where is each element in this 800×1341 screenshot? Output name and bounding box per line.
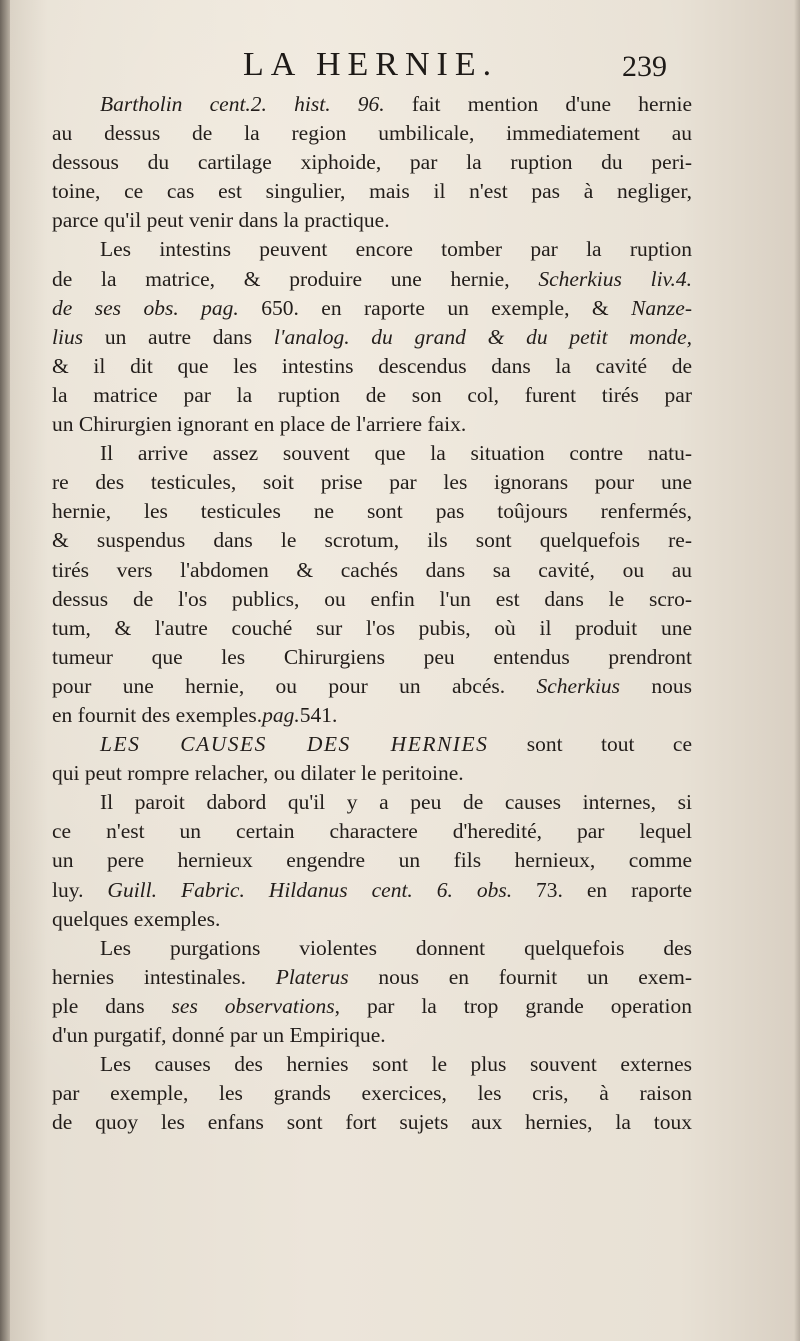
text-line [52, 585, 692, 614]
text-line [52, 614, 692, 643]
text-run: Les intestins peuvent encore tomber par la ruption [100, 237, 692, 262]
text-line [52, 526, 692, 555]
text-line [52, 323, 692, 352]
text-line [52, 119, 692, 148]
running-head: LA HERNIE. [243, 46, 499, 83]
text-run: ce n'est un certain charactere d'heredité, par lequel [52, 819, 692, 844]
text-run: 541. [299, 702, 338, 727]
text-run: hernies intestinales. [52, 964, 276, 989]
text-run: sont tout ce [488, 732, 692, 757]
text-run: nous [620, 673, 693, 698]
text-line [52, 963, 692, 992]
text-run: qui peut rompre relacher, ou dilater le peritoine. [52, 761, 464, 786]
text-line [52, 643, 692, 672]
text-run: Il paroit dabord qu'il y a peu de causes internes, si [100, 790, 692, 815]
text-line [52, 468, 692, 497]
text-line [52, 381, 692, 410]
text-run: pour une hernie, ou pour un abcés. [52, 673, 537, 698]
text-line [52, 992, 692, 1021]
italic-text: Guill. Fabric. Hildanus cent. 6. obs. [107, 877, 513, 902]
text-line [52, 265, 692, 294]
text-line [52, 352, 692, 381]
text-line [52, 90, 692, 119]
text-run: tumeur que les Chirurgiens peu entendus prendront [52, 644, 692, 669]
text-run: un Chirurgien ignorant en place de l'arriere faix. [52, 412, 467, 437]
text-run: un pere hernieux engendre un fils hernieux, comme [52, 848, 692, 873]
text-line [52, 905, 692, 934]
page-number: 239 [622, 50, 667, 83]
text-run: Les causes des hernies sont le plus souvent externes [100, 1052, 692, 1077]
text-run: par exemple, les grands exercices, les cris, à raison [52, 1081, 692, 1106]
text-run: re des testicules, soit prise par les ignorans pour une [52, 470, 692, 495]
italic-text: Platerus [275, 964, 349, 989]
text-body [52, 90, 692, 1137]
italic-text: l'analog. du grand & du petit monde, [273, 324, 692, 349]
text-run: tirés vers l'abdomen & cachés dans sa cavité, ou au [52, 557, 692, 582]
binding-edge [0, 0, 10, 1341]
text-run: parce qu'il peut venir dans la practique. [52, 208, 390, 233]
italic-text: ses observations [171, 993, 335, 1018]
text-line [52, 730, 692, 759]
text-line [52, 206, 692, 235]
text-line [52, 788, 692, 817]
text-run: ple dans [52, 993, 172, 1018]
text-line [52, 294, 692, 323]
text-line [52, 1108, 692, 1137]
italic-text: Nanze- [631, 295, 692, 320]
text-run: de quoy les enfans sont fort sujets aux hernies, la toux [52, 1110, 692, 1135]
text-run: Il arrive assez souvent que la situation contre natu- [100, 441, 692, 466]
text-run: nous en fournit un exem- [348, 964, 692, 989]
text-run: 650. en raporte un exemple, & [238, 295, 632, 320]
page-edge [794, 0, 800, 1341]
text-run: quelques exemples. [52, 906, 221, 931]
italic-text: Bartholin cent.2. hist. 96. [100, 92, 385, 116]
italic-text: pag. [262, 702, 300, 727]
text-line [52, 497, 692, 526]
italic-text: de ses obs. pag. [52, 295, 239, 320]
italic-text: Scherkius liv.4. [538, 266, 693, 291]
text-run: au dessus de la region umbilicale, immediatement au [52, 121, 692, 146]
italic-text: lius [52, 324, 84, 349]
text-run: tum, & l'autre couché sur l'os pubis, où il produit une [52, 615, 692, 640]
text-line [52, 556, 692, 585]
text-line [52, 235, 692, 264]
text-run: fait mention d'une hernie [384, 92, 692, 116]
text-run: un autre dans [83, 324, 274, 349]
text-line [52, 701, 692, 730]
text-line [52, 876, 692, 905]
text-run: dessous du cartilage xiphoide, par la ruption du peri- [52, 150, 692, 175]
text-line [52, 1050, 692, 1079]
text-line [52, 1021, 692, 1050]
text-line [52, 148, 692, 177]
italic-text: LES CAUSES DES HERNIES [100, 732, 489, 757]
text-run: toine, ce cas est singulier, mais il n'est pas à negliger, [52, 179, 692, 204]
page-header [0, 46, 800, 96]
text-line [52, 672, 692, 701]
text-run: la matrice par la ruption de son col, furent tirés par [52, 382, 692, 407]
text-run: d'un purgatif, donné par un Empirique. [52, 1023, 386, 1047]
text-run: en fournit des exemples. [52, 702, 263, 727]
text-run: de la matrice, & produire une hernie, [52, 266, 539, 291]
text-line [52, 759, 692, 788]
text-run: dessus de l'os publics, ou enfin l'un est dans le scro- [52, 586, 692, 611]
text-line [52, 439, 692, 468]
text-run: 73. en raporte [512, 877, 693, 902]
text-run: Les purgations violentes donnent quelquefois des [100, 935, 692, 960]
text-line [52, 934, 692, 963]
text-run: & suspendus dans le scrotum, ils sont quelquefois re- [52, 528, 692, 553]
italic-text: Scherkius [536, 673, 621, 698]
text-line [52, 817, 692, 846]
text-line [52, 846, 692, 875]
text-run: & il dit que les intestins descendus dans la cavité de [52, 353, 692, 378]
text-run: , par la trop grande operation [334, 993, 692, 1018]
text-line [52, 177, 692, 206]
text-run: hernie, les testicules ne sont pas toûjours renfermés, [52, 499, 692, 524]
text-line [52, 1079, 692, 1108]
text-run: luy. [52, 877, 108, 902]
text-line [52, 410, 692, 439]
